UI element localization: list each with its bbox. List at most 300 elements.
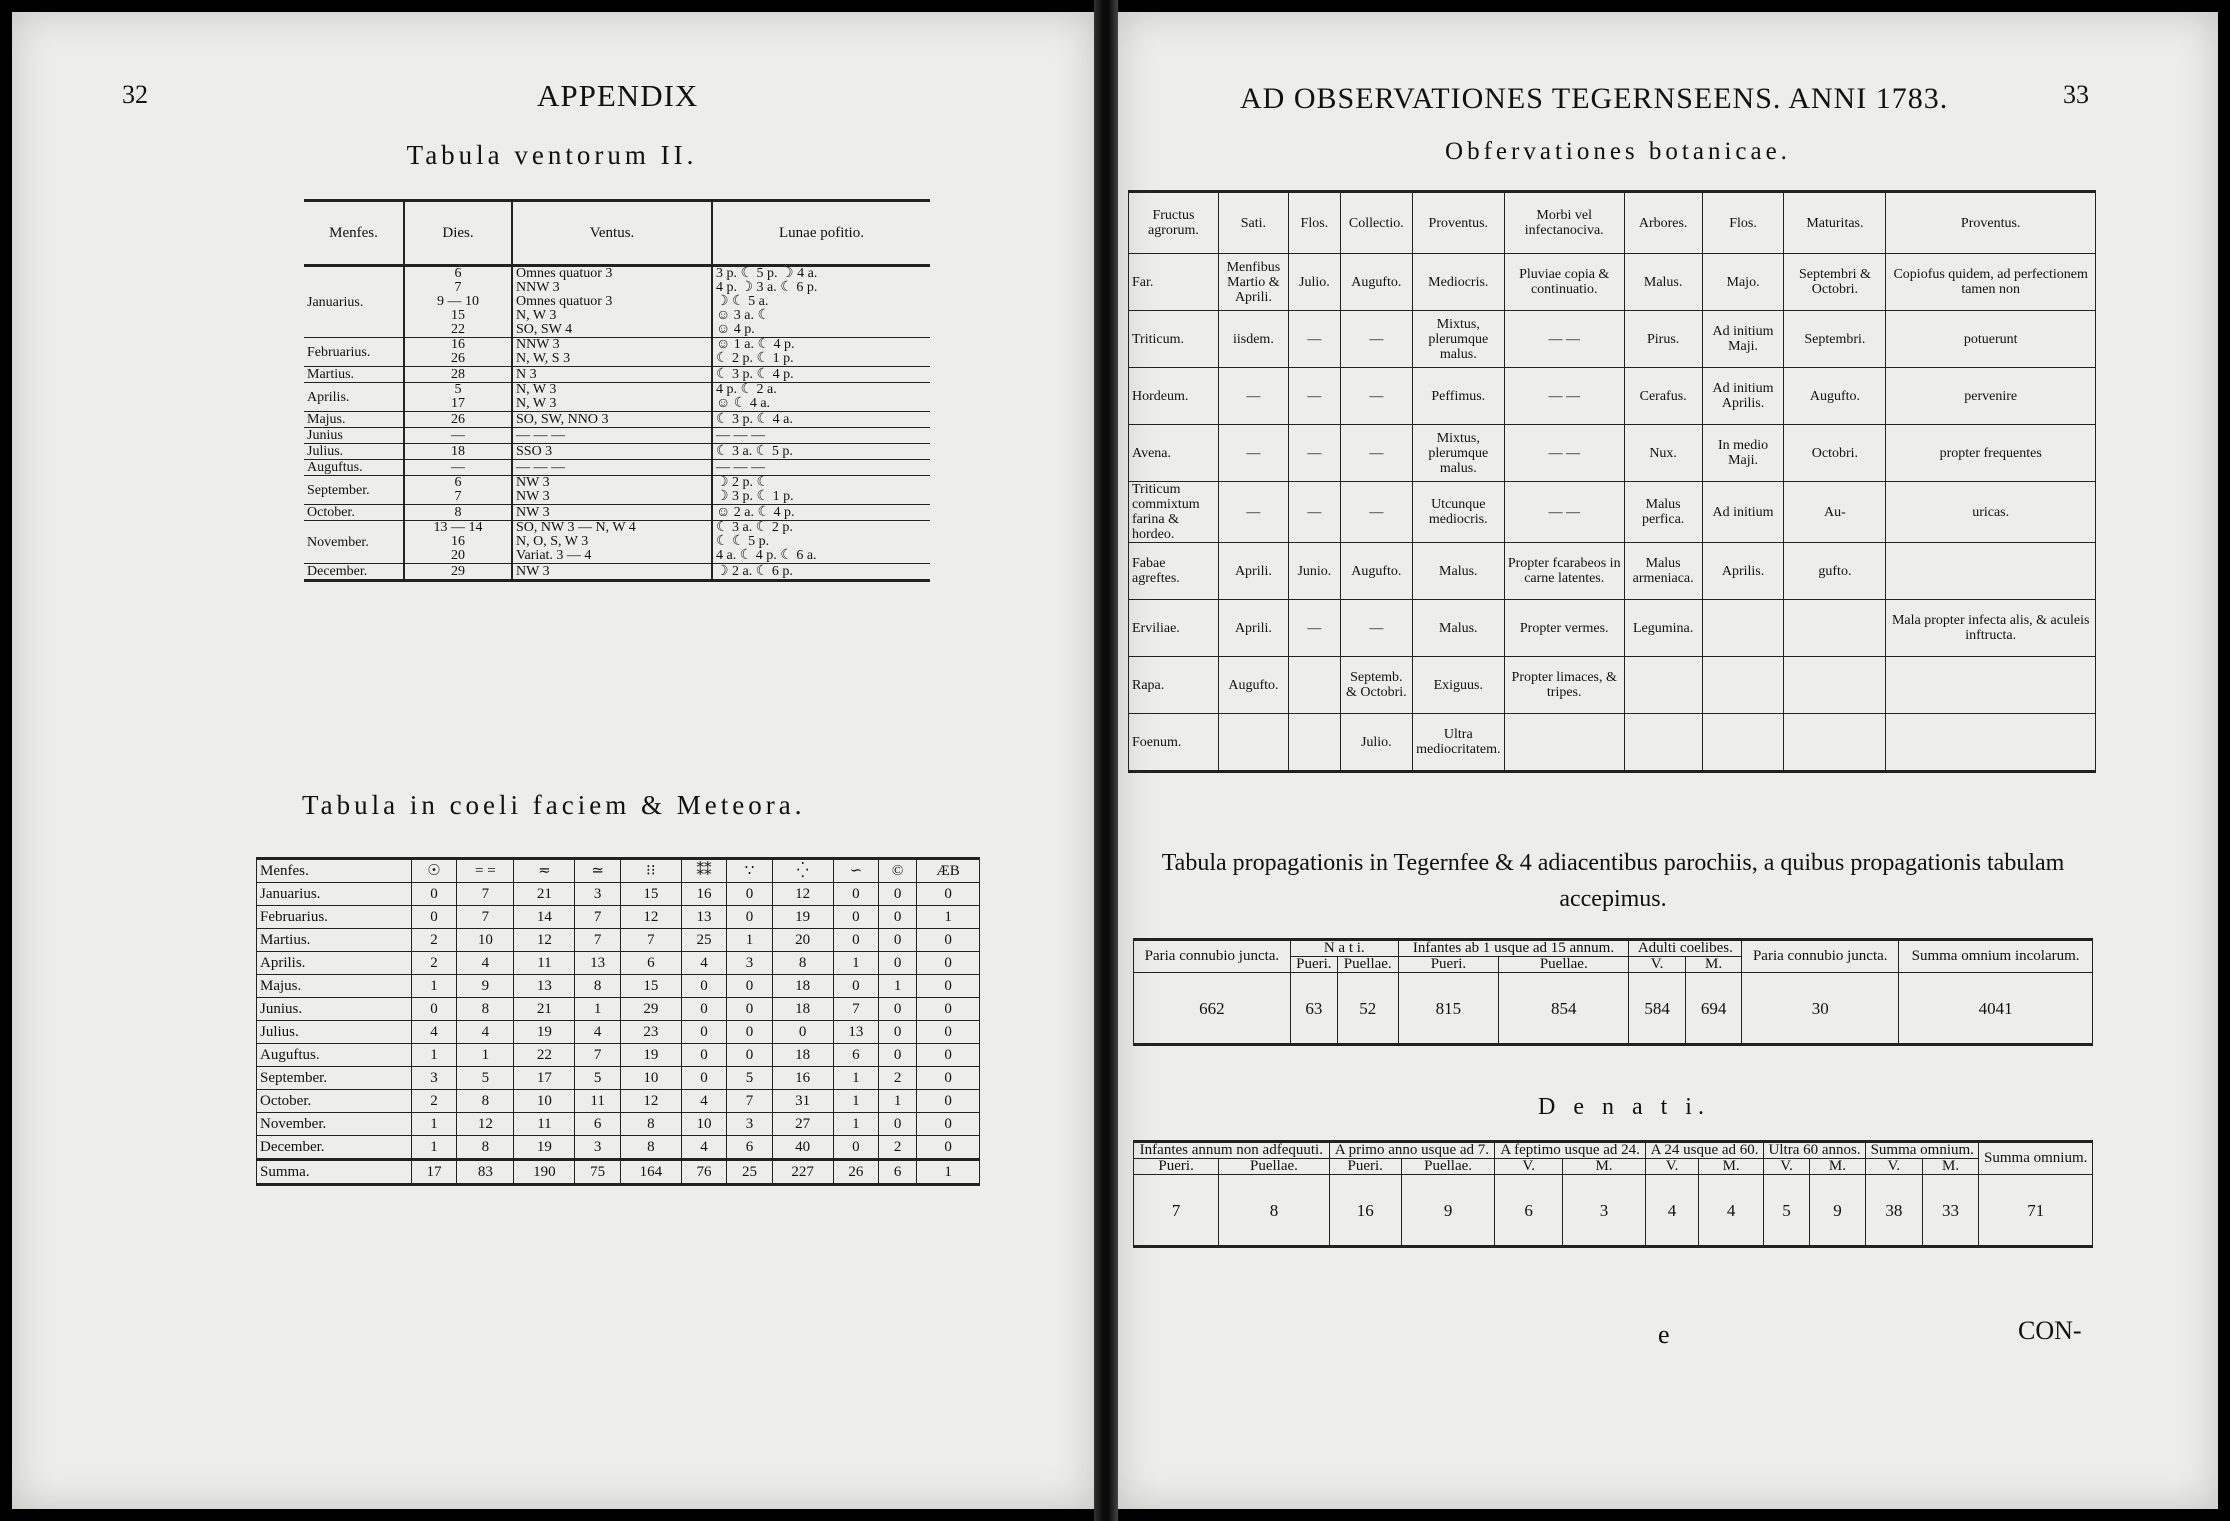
count-cell: 11 (514, 952, 575, 975)
sub-header: Pueri. (1329, 1159, 1401, 1175)
denati-title: D e n a t i. (1538, 1094, 1710, 1120)
wind-cell: NNW 3 N, W, S 3 (512, 338, 712, 367)
table-cell: In medio Maji. (1702, 425, 1784, 482)
moon-cell: — — — (712, 460, 930, 476)
count-cell: 0 (917, 1067, 980, 1090)
table-row (257, 1090, 980, 1113)
wind-cell: NW 3 (512, 564, 712, 581)
table-cell: propter frequentes (1886, 425, 2096, 482)
table-cell (1702, 657, 1784, 714)
table-cell: Augufto. (1340, 543, 1412, 600)
count-cell: 3 (575, 1136, 620, 1160)
value-cell: 4 (1646, 1175, 1699, 1247)
wind-cell: — — — (512, 428, 712, 444)
moon-cell: 4 p. ☾ 2 a. ☺ ☾ 4 a. (712, 383, 930, 412)
running-head: AD OBSERVATIONES TEGERNSEENS. ANNI 1783. (1240, 82, 1949, 115)
count-cell: 10 (681, 1113, 726, 1136)
column-header: ⁝⁝ (620, 859, 681, 883)
month-cell: November. (304, 521, 404, 564)
table-cell: Augufto. (1784, 368, 1886, 425)
count-cell: 0 (681, 975, 726, 998)
count-cell: 0 (879, 998, 917, 1021)
table-cell: Pluviae copia & continuatio. (1504, 254, 1624, 311)
table-cell (1702, 600, 1784, 657)
count-cell: 7 (575, 929, 620, 952)
value-cell: 815 (1398, 973, 1499, 1045)
table-row (1129, 543, 2096, 600)
count-cell: 10 (620, 1067, 681, 1090)
book-gutter (1094, 0, 1118, 1521)
count-cell: 7 (620, 929, 681, 952)
month-cell: November. (257, 1113, 412, 1136)
table-cell: Malus. (1624, 254, 1702, 311)
count-cell: 2 (411, 952, 456, 975)
table-cell: — — (1504, 425, 1624, 482)
wind-table-title: Tabula ventorum II. (406, 140, 698, 170)
table-cell: — — (1504, 311, 1624, 368)
column-header: Lunae pofitio. (712, 201, 930, 266)
table-row (257, 1044, 980, 1067)
propagation-table (1133, 938, 2093, 1046)
count-cell: 3 (411, 1067, 456, 1090)
table-cell: Septembri & Octobri. (1784, 254, 1886, 311)
count-cell: 3 (575, 883, 620, 906)
table-cell: Julio. (1288, 254, 1340, 311)
count-cell: 0 (917, 883, 980, 906)
count-cell: 1 (833, 1090, 878, 1113)
count-cell: 8 (457, 1136, 514, 1160)
table-cell: potuerunt (1886, 311, 2096, 368)
table-row (1129, 311, 2096, 368)
table-cell: Legumina. (1624, 600, 1702, 657)
days-cell: 16 26 (404, 338, 512, 367)
column-header: Arbores. (1624, 192, 1702, 254)
table-row (304, 444, 930, 460)
count-cell: 10 (514, 1090, 575, 1113)
count-cell: 8 (457, 1090, 514, 1113)
count-cell: 6 (727, 1136, 772, 1160)
sum-cell: 25 (727, 1160, 772, 1185)
count-cell: 0 (727, 998, 772, 1021)
month-cell: Junius. (257, 998, 412, 1021)
count-cell: 8 (620, 1113, 681, 1136)
column-header: A primo anno usque ad 7. (1329, 1142, 1495, 1159)
wind-cell: NW 3 NW 3 (512, 476, 712, 505)
count-cell: 5 (575, 1067, 620, 1090)
column-header: Infantes ab 1 usque ad 15 annum. (1398, 940, 1629, 957)
count-cell: 0 (879, 906, 917, 929)
botanical-table (1128, 190, 2096, 773)
count-cell: 18 (772, 998, 833, 1021)
table-cell: Octobri. (1784, 425, 1886, 482)
table-row (1129, 482, 2096, 543)
table-cell (1288, 714, 1340, 772)
table-row (304, 266, 930, 338)
column-header: Collectio. (1340, 192, 1412, 254)
count-cell: 23 (620, 1021, 681, 1044)
count-cell: 14 (514, 906, 575, 929)
count-cell: 7 (457, 883, 514, 906)
count-cell: 1 (879, 975, 917, 998)
month-cell: Februarius. (257, 906, 412, 929)
month-cell: Aprilis. (257, 952, 412, 975)
table-cell: Utcunque mediocris. (1412, 482, 1504, 543)
count-cell: 0 (879, 1113, 917, 1136)
column-header: ☉ (411, 859, 456, 883)
count-cell: 12 (514, 929, 575, 952)
count-cell: 15 (620, 975, 681, 998)
count-cell: 0 (833, 975, 878, 998)
column-header: Maturitas. (1784, 192, 1886, 254)
table-row (257, 975, 980, 998)
column-header: Paria connubio juncta. (1134, 940, 1291, 973)
month-cell: December. (257, 1136, 412, 1160)
table-cell: Exiguus. (1412, 657, 1504, 714)
sub-header: V. (1866, 1159, 1923, 1175)
table-row (304, 338, 930, 367)
count-cell: 0 (917, 998, 980, 1021)
days-cell: — (404, 428, 512, 444)
table-cell: Triticum. (1129, 311, 1219, 368)
count-cell: 40 (772, 1136, 833, 1160)
count-cell: 5 (457, 1067, 514, 1090)
table-cell: Septemb. & Octobri. (1340, 657, 1412, 714)
sub-header: V. (1646, 1159, 1699, 1175)
month-cell: December. (304, 564, 404, 581)
signature-mark: e (1658, 1320, 1670, 1349)
table-cell (1886, 714, 2096, 772)
count-cell: 20 (772, 929, 833, 952)
count-cell: 7 (575, 906, 620, 929)
sub-header: M. (1685, 957, 1742, 973)
sum-cell: 76 (681, 1160, 726, 1185)
table-cell: — (1340, 600, 1412, 657)
table-cell: — (1218, 425, 1288, 482)
table-row (304, 412, 930, 428)
value-cell: 854 (1499, 973, 1629, 1045)
count-cell: 1 (411, 1136, 456, 1160)
column-header: Summa omnium incolarum. (1899, 940, 2093, 973)
count-cell: 7 (833, 998, 878, 1021)
table-cell: — — (1504, 368, 1624, 425)
column-header: Proventus. (1886, 192, 2096, 254)
sub-header: V. (1495, 1159, 1563, 1175)
count-cell: 8 (457, 998, 514, 1021)
table-cell (1784, 714, 1886, 772)
month-cell: October. (257, 1090, 412, 1113)
catchword: CON- (2018, 1316, 2082, 1345)
table-row (257, 1021, 980, 1044)
count-cell: 1 (727, 929, 772, 952)
count-cell: 12 (457, 1113, 514, 1136)
count-cell: 0 (681, 1021, 726, 1044)
column-header: Proventus. (1412, 192, 1504, 254)
count-cell: 11 (575, 1090, 620, 1113)
table-cell: Augufto. (1340, 254, 1412, 311)
column-header: Ventus. (512, 201, 712, 266)
count-cell: 31 (772, 1090, 833, 1113)
table-cell (1218, 714, 1288, 772)
column-header: Summa omnium. (1866, 1142, 1979, 1159)
column-header: = = (457, 859, 514, 883)
wind-cell: N 3 (512, 367, 712, 383)
sub-header: Pueri. (1290, 957, 1337, 973)
value-cell: 7 (1134, 1175, 1219, 1247)
count-cell: 0 (681, 998, 726, 1021)
moon-cell: ☺ 2 a. ☾ 4 p. (712, 505, 930, 521)
table-row (304, 460, 930, 476)
count-cell: 12 (772, 883, 833, 906)
table-row (257, 952, 980, 975)
meteor-table-title: Tabula in coeli faciem & Meteora. (302, 790, 806, 820)
column-header: ⁑⁑ (681, 859, 726, 883)
table-row (304, 476, 930, 505)
count-cell: 1 (411, 1044, 456, 1067)
table-cell: Erviliae. (1129, 600, 1219, 657)
count-cell: 19 (620, 1044, 681, 1067)
count-cell: 13 (575, 952, 620, 975)
count-cell: 8 (772, 952, 833, 975)
count-cell: 13 (514, 975, 575, 998)
days-cell: 18 (404, 444, 512, 460)
wind-cell: SSO 3 (512, 444, 712, 460)
column-header: Summa omnium. (1979, 1142, 2093, 1175)
count-cell: 0 (917, 975, 980, 998)
value-cell: 584 (1629, 973, 1685, 1045)
days-cell: 5 17 (404, 383, 512, 412)
column-header: ∵ (727, 859, 772, 883)
count-cell: 0 (681, 1067, 726, 1090)
sum-cell: 190 (514, 1160, 575, 1185)
value-cell: 9 (1809, 1175, 1865, 1247)
count-cell: 0 (727, 1021, 772, 1044)
column-header: © (879, 859, 917, 883)
table-cell: gufto. (1784, 543, 1886, 600)
count-cell: 0 (917, 1021, 980, 1044)
page-number: 33 (2063, 80, 2089, 109)
count-cell: 7 (727, 1090, 772, 1113)
table-cell: — (1288, 600, 1340, 657)
count-cell: 25 (681, 929, 726, 952)
table-cell: Aprili. (1218, 600, 1288, 657)
table-cell: Ad initium (1702, 482, 1784, 543)
sub-header: Puellae. (1219, 1159, 1329, 1175)
table-cell (1886, 657, 2096, 714)
count-cell: 4 (681, 952, 726, 975)
sum-cell: 75 (575, 1160, 620, 1185)
value-cell: 662 (1134, 973, 1291, 1045)
sub-header: Pueri. (1134, 1159, 1219, 1175)
count-cell: 19 (514, 1021, 575, 1044)
count-cell: 1 (879, 1090, 917, 1113)
table-cell: Aprilis. (1702, 543, 1784, 600)
table-cell: Ad initium Maji. (1702, 311, 1784, 368)
running-head: APPENDIX (537, 78, 699, 113)
table-cell: Malus perfica. (1624, 482, 1702, 543)
count-cell: 16 (681, 883, 726, 906)
count-cell: 5 (727, 1067, 772, 1090)
value-cell: 71 (1979, 1175, 2093, 1247)
moon-cell: ☾ 3 a. ☾ 5 p. (712, 444, 930, 460)
count-cell: 21 (514, 998, 575, 1021)
table-cell: — (1340, 368, 1412, 425)
column-header: A feptimo usque ad 24. (1495, 1142, 1646, 1159)
table-row (1129, 425, 2096, 482)
table-cell: — (1218, 368, 1288, 425)
sub-header: Puellae. (1401, 1159, 1494, 1175)
value-cell: 52 (1337, 973, 1398, 1045)
table-cell: Au- (1784, 482, 1886, 543)
count-cell: 0 (917, 1136, 980, 1160)
moon-cell: 3 p. ☾ 5 p. ☽ 4 a. 4 p. ☽ 3 a. ☾ 6 p. ☽ ☾ 5 a. ☺ 3 a. ☾ ☺ 4 p. (712, 266, 930, 338)
table-cell (1784, 600, 1886, 657)
count-cell: 3 (727, 1113, 772, 1136)
value-cell: 63 (1290, 973, 1337, 1045)
table-cell (1504, 714, 1624, 772)
sub-header: Pueri. (1398, 957, 1499, 973)
wind-cell: — — — (512, 460, 712, 476)
column-header: N a t i. (1290, 940, 1398, 957)
table-row (257, 906, 980, 929)
count-cell: 7 (457, 906, 514, 929)
wind-table (304, 199, 930, 582)
column-header: Menfes. (257, 859, 412, 883)
month-cell: Januarius. (304, 266, 404, 338)
count-cell: 18 (772, 1044, 833, 1067)
table-cell (1288, 657, 1340, 714)
count-cell: 4 (457, 952, 514, 975)
botanical-title: Obfervationes botanicae. (1445, 138, 1791, 165)
table-cell: Propter vermes. (1504, 600, 1624, 657)
column-header: Dies. (404, 201, 512, 266)
count-cell: 0 (411, 998, 456, 1021)
wind-cell: N, W 3 N, W 3 (512, 383, 712, 412)
table-cell: Hordeum. (1129, 368, 1219, 425)
days-cell: 29 (404, 564, 512, 581)
moon-cell: ☽ 2 p. ☾ ☽ 3 p. ☾ 1 p. (712, 476, 930, 505)
count-cell: 7 (575, 1044, 620, 1067)
sub-header: V. (1629, 957, 1685, 973)
month-cell: Martius. (304, 367, 404, 383)
month-cell: Februarius. (304, 338, 404, 367)
value-cell: 5 (1764, 1175, 1810, 1247)
meteor-table (256, 857, 980, 1186)
column-header: ÆB (917, 859, 980, 883)
sum-cell: 1 (917, 1160, 980, 1185)
count-cell: 1 (575, 998, 620, 1021)
column-header: Morbi vel infectanociva. (1504, 192, 1624, 254)
table-cell: pervenire (1886, 368, 2096, 425)
count-cell: 0 (772, 1021, 833, 1044)
count-cell: 1 (457, 1044, 514, 1067)
moon-cell: — — — (712, 428, 930, 444)
count-cell: 4 (457, 1021, 514, 1044)
table-row (304, 428, 930, 444)
count-cell: 0 (917, 1113, 980, 1136)
count-cell: 0 (917, 1090, 980, 1113)
count-cell: 22 (514, 1044, 575, 1067)
column-header: A 24 usque ad 60. (1646, 1142, 1764, 1159)
table-cell: Malus armeniaca. (1624, 543, 1702, 600)
table-cell: uricas. (1886, 482, 2096, 543)
value-cell: 33 (1922, 1175, 1979, 1247)
table-cell: Mixtus, plerumque malus. (1412, 311, 1504, 368)
count-cell: 1 (833, 1067, 878, 1090)
table-row (1129, 600, 2096, 657)
value-cell: 9 (1401, 1175, 1494, 1247)
table-cell: — (1340, 425, 1412, 482)
value-cell: 4 (1699, 1175, 1764, 1247)
count-cell: 29 (620, 998, 681, 1021)
count-cell: 0 (879, 883, 917, 906)
column-header: ∽ (833, 859, 878, 883)
table-row (304, 521, 930, 564)
count-cell: 19 (514, 1136, 575, 1160)
moon-cell: ☾ 3 a. ☾ 2 p. ☾ ☾ 5 p. 4 a. ☾ 4 p. ☾ 6 a. (712, 521, 930, 564)
month-cell: Martius. (257, 929, 412, 952)
count-cell: 0 (917, 929, 980, 952)
value-cell: 8 (1219, 1175, 1329, 1247)
value-cell: 16 (1329, 1175, 1401, 1247)
table-cell: Malus. (1412, 600, 1504, 657)
table-cell: iisdem. (1218, 311, 1288, 368)
value-cell: 4041 (1899, 973, 2093, 1045)
count-cell: 0 (879, 952, 917, 975)
table-cell: Mixtus, plerumque malus. (1412, 425, 1504, 482)
count-cell: 0 (879, 929, 917, 952)
moon-cell: ☾ 3 p. ☾ 4 p. (712, 367, 930, 383)
month-cell: Aprilis. (304, 383, 404, 412)
count-cell: 4 (411, 1021, 456, 1044)
table-row (1129, 254, 2096, 311)
table-row (1129, 368, 2096, 425)
table-cell: Ultra mediocritatem. (1412, 714, 1504, 772)
sum-row (257, 1160, 980, 1185)
count-cell: 4 (681, 1090, 726, 1113)
table-cell: Cerafus. (1624, 368, 1702, 425)
right-page (1118, 12, 2218, 1509)
count-cell: 2 (879, 1136, 917, 1160)
sub-header: M. (1563, 1159, 1646, 1175)
count-cell: 11 (514, 1113, 575, 1136)
table-cell: Avena. (1129, 425, 1219, 482)
count-cell: 13 (681, 906, 726, 929)
value-cell: 694 (1685, 973, 1742, 1045)
table-row (257, 1067, 980, 1090)
table-cell: — (1288, 368, 1340, 425)
table-cell: — (1340, 311, 1412, 368)
wind-cell: SO, NW 3 — N, W 4 N, O, S, W 3 Variat. 3 — 4 (512, 521, 712, 564)
table-cell: Copiofus quidem, ad perfectionem tamen non (1886, 254, 2096, 311)
days-cell: — (404, 460, 512, 476)
table-cell: Far. (1129, 254, 1219, 311)
count-cell: 0 (879, 1044, 917, 1067)
table-cell (1702, 714, 1784, 772)
month-cell: October. (304, 505, 404, 521)
count-cell: 6 (833, 1044, 878, 1067)
sub-header: M. (1699, 1159, 1764, 1175)
month-cell: Auguftus. (304, 460, 404, 476)
table-row (257, 1113, 980, 1136)
days-cell: 26 (404, 412, 512, 428)
count-cell: 1 (833, 1113, 878, 1136)
table-cell: — — (1504, 482, 1624, 543)
sum-cell: 83 (457, 1160, 514, 1185)
count-cell: 6 (620, 952, 681, 975)
table-row (257, 883, 980, 906)
count-cell: 0 (727, 883, 772, 906)
table-cell: — (1340, 482, 1412, 543)
